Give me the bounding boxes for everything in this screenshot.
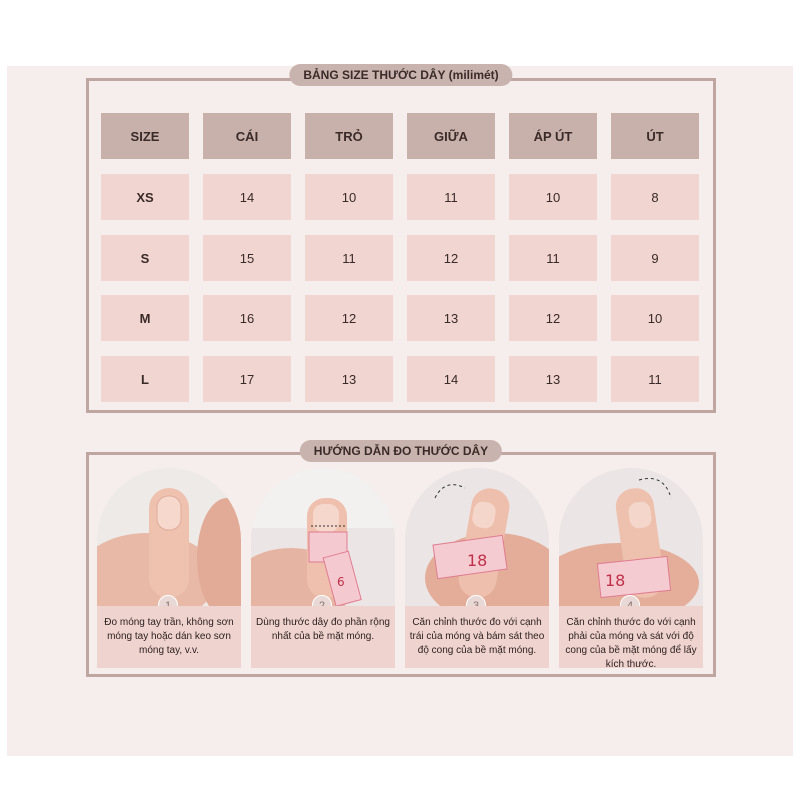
table-cell: 14 [407, 356, 495, 402]
step-1-photo [97, 468, 241, 608]
table-cell: 11 [407, 174, 495, 220]
tape-label: 18 [467, 551, 488, 570]
step-2-photo [251, 468, 395, 608]
size-label-cell: S [101, 235, 189, 281]
step-3-description: Căn chỉnh thước đo với cạnh trái của móng và bám sát theo độ cong của bề mặt móng. [405, 606, 549, 668]
size-label-cell: M [101, 295, 189, 341]
size-table-title: BẢNG SIZE THƯỚC DÂY (milimét) [289, 64, 512, 86]
table-header-cell: CÁI [203, 113, 291, 159]
table-cell: 14 [203, 174, 291, 220]
table-header-cell: ÚT [611, 113, 699, 159]
table-cell: 12 [509, 295, 597, 341]
table-cell: 17 [203, 356, 291, 402]
step-1-description: Đo móng tay trần, không sơn móng tay hoặc dán keo sơn móng tay, v.v. [97, 606, 241, 668]
table-cell: 10 [611, 295, 699, 341]
table-header-cell: TRỎ [305, 113, 393, 159]
guide-title: HƯỚNG DẪN ĐO THƯỚC DÂY [300, 440, 502, 462]
table-cell: 13 [509, 356, 597, 402]
guide-step-4 [559, 468, 703, 670]
table-header-cell: SIZE [101, 113, 189, 159]
tape-label: 18 [605, 571, 626, 590]
table-cell: 13 [407, 295, 495, 341]
table-cell: 10 [305, 174, 393, 220]
table-cell: 10 [509, 174, 597, 220]
tape-label: 6 [337, 575, 345, 589]
table-cell: 16 [203, 295, 291, 341]
guide-step-1 [97, 468, 241, 664]
table-cell: 11 [305, 235, 393, 281]
table-cell: 12 [407, 235, 495, 281]
step-2-description: Dùng thước dây đo phần rộng nhất của bề mặt móng. [251, 606, 395, 668]
table-cell: 9 [611, 235, 699, 281]
table-cell: 13 [305, 356, 393, 402]
table-cell: 12 [305, 295, 393, 341]
step-3-photo [405, 468, 549, 608]
guide-step-2 [251, 468, 395, 664]
step-4-photo [559, 468, 703, 608]
table-cell: 11 [611, 356, 699, 402]
step-4-description: Căn chỉnh thước đo với cạnh phải của móng và sát với độ cong của bề mặt móng để lấy kích thước. [559, 606, 703, 668]
guide-step-3 [405, 468, 549, 664]
table-cell: 8 [611, 174, 699, 220]
size-label-cell: XS [101, 174, 189, 220]
table-header-cell: ÁP ÚT [509, 113, 597, 159]
size-label-cell: L [101, 356, 189, 402]
table-cell: 11 [509, 235, 597, 281]
table-cell: 15 [203, 235, 291, 281]
table-header-cell: GIỮA [407, 113, 495, 159]
